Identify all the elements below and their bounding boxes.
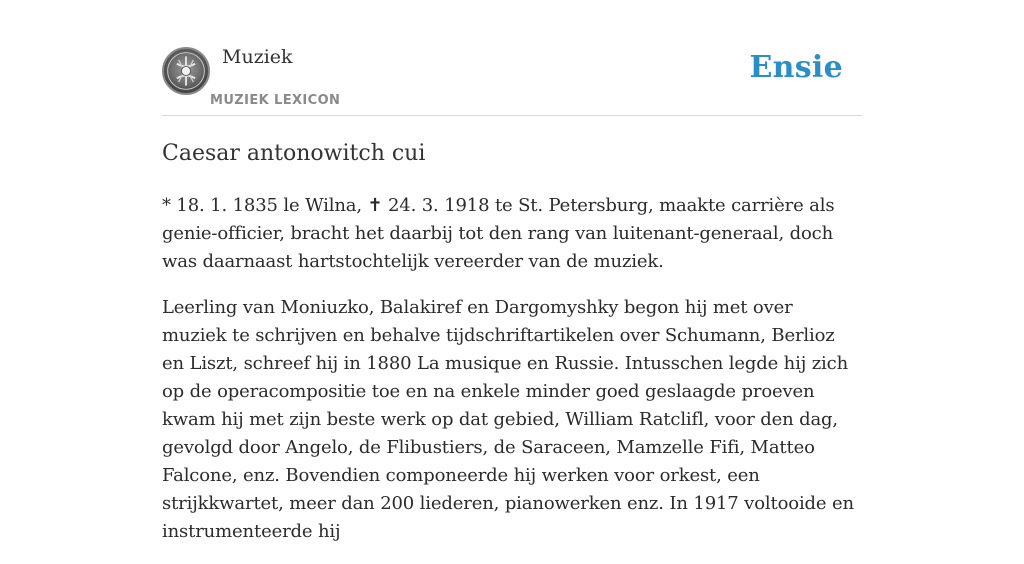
article-paragraph: Leerling van Moniuzko, Balakiref en Dargomyshky begon hij met over muziek te schrijven en behalve tijdschriftartikelen over Schumann, Berlioz en Liszt, schreef hij in 1880 La musique en Russie. Intusschen legde hij zich op de operacompositie toe en na enkele minder goed geslaagde proeven kwam hij met zijn beste werk op dat gebied, William Ratclifl, voor den dag, gevolgd door Angelo, de Flibustiers, de Saraceen, Mamzelle Fifi, Matteo Falcone, enz. Bovendien componeerde hij werken voor orkest, een strijkkwartet, meer dan 200 liederen, pianowerken enz. In 1917 voltooide en instrumenteerde hij [162,297,854,542]
article-title: Caesar antonowitch cui [162,141,426,166]
article-card [162,0,862,542]
article-paragraph: * 18. 1. 1835 le Wilna, ✝ 24. 3. 1918 te St. Petersburg, maakte carrière als genie-officier, bracht het daarbij tot den rang van luitenant-generaal, doch was daarnaast hartstochtelijk vereerder van de muziek. [162,195,835,272]
source-name[interactable]: Muziek [222,46,293,68]
source-subtitle[interactable]: MUZIEK LEXICON [210,93,341,108]
brand-logo[interactable]: Ensie [749,50,843,85]
article-body [162,192,862,564]
page-header [162,0,862,116]
music-emblem-icon[interactable] [162,47,210,95]
